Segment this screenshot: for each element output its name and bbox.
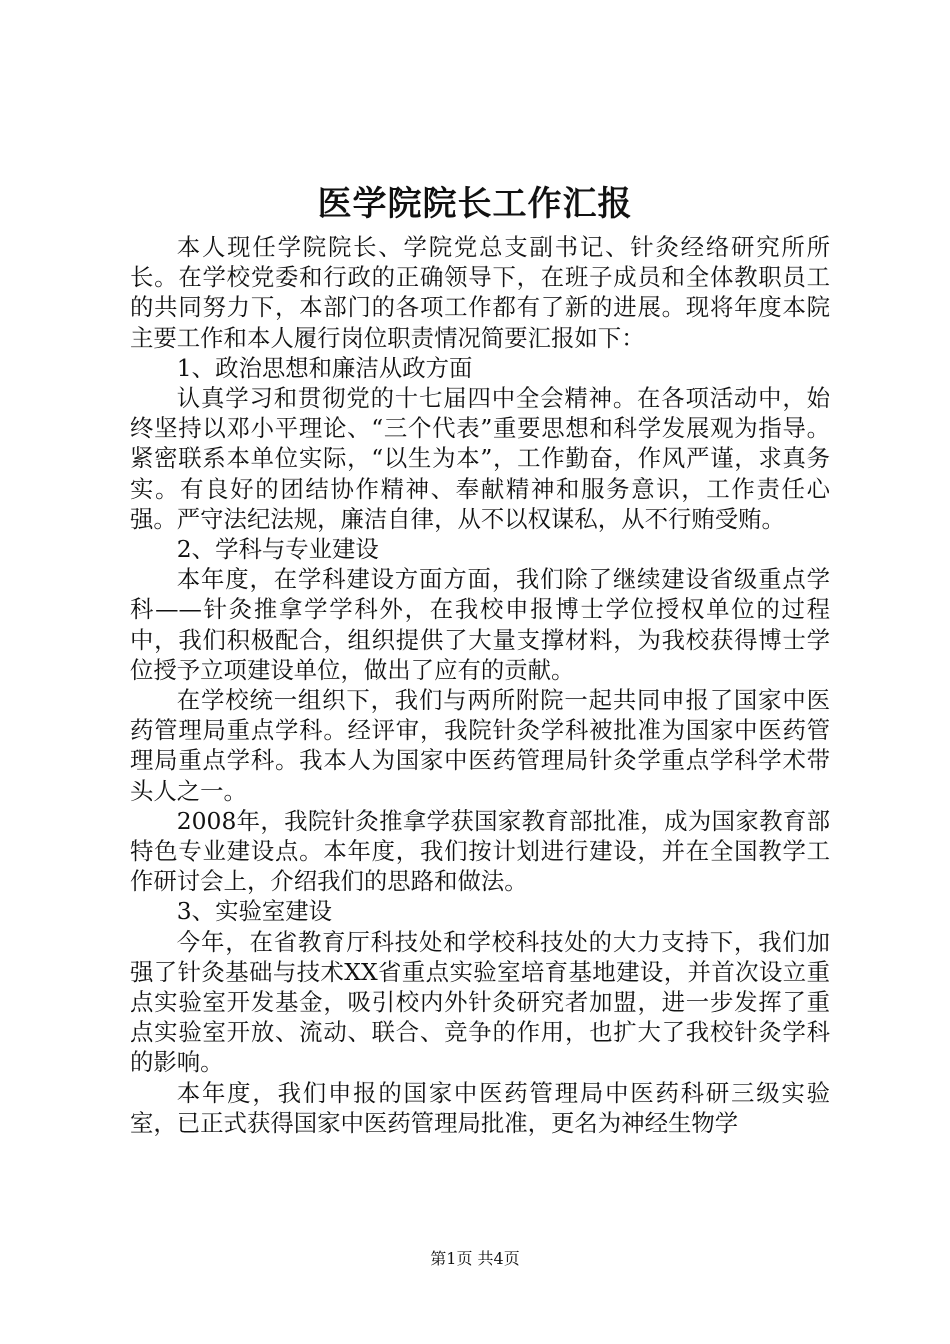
paragraph-laboratory-approval: 本年度，我们申报的国家中医药管理局中医药科研三级实验室，已正式获得国家中医药管理局批准，更名为神经生物学: [130, 1078, 830, 1137]
section-heading-laboratory: 3、实验室建设: [176, 897, 333, 926]
section-heading-discipline: 2、学科与专业建设: [176, 535, 379, 564]
document-body: [130, 232, 830, 1138]
paragraph-laboratory: 今年，在省教育厅科技处和学校科技处的大力支持下，我们加强了针灸基础与技术XX省重点实验室培育基地建设，并首次设立重点实验室开发基金，吸引校内外针灸研究者加盟，进一步发挥了重点实验室开放、流动、联合、竞争的作用，也扩大了我校针灸学科的影响。: [130, 927, 830, 1077]
paragraph-discipline: 本年度，在学科建设方面方面，我们除了继续建设省级重点学科——针灸推拿学学科外，在我校申报博士学位授权单位的过程中，我们积极配合，组织提供了大量支撑材料，为我校获得博士学位授予立项建设单位，做出了应有的贡献。: [130, 565, 830, 684]
section-heading-politics: 1、政治思想和廉洁从政方面: [176, 353, 473, 382]
paragraph-intro: 本人现任学院院长、学院党总支副书记、针灸经络研究所所长。在学校党委和行政的正确领导下，在班子成员和全体教职员工的共同努力下，本部门的各项工作都有了新的进展。现将年度本院主要工作和本人履行岗位职责情况简要汇报如下：: [130, 233, 830, 352]
paragraph-politics: 认真学习和贯彻党的十七届四中全会精神。在各项活动中，始终坚持以邓小平理论、“三个代表”重要思想和科学发展观为指导。紧密联系本单位实际，“以生为本”，工作勤奋，作风严谨，求真务实。有良好的团结协作精神、奉献精神和服务意识，工作责任心强。严守法纪法规，廉洁自律，从不以权谋私，从不行贿受贿。: [130, 384, 830, 533]
page-footer: 第1页 共4页: [430, 1249, 520, 1268]
paragraph-specialty: 2008年，我院针灸推拿学获国家教育部批准，成为国家教育部特色专业建设点。本年度，我们按计划进行建设，并在全国教学工作研讨会上，介绍我们的思路和做法。: [130, 806, 830, 896]
paragraph-key-discipline: 在学校统一组织下，我们与两所附院一起共同申报了国家中医药管理局重点学科。经评审，我院针灸学科被批准为国家中医药管理局重点学科。我本人为国家中医药管理局针灸学重点学科学术带头人之一。: [130, 686, 830, 805]
document-title: 医学院院长工作汇报: [317, 184, 633, 224]
